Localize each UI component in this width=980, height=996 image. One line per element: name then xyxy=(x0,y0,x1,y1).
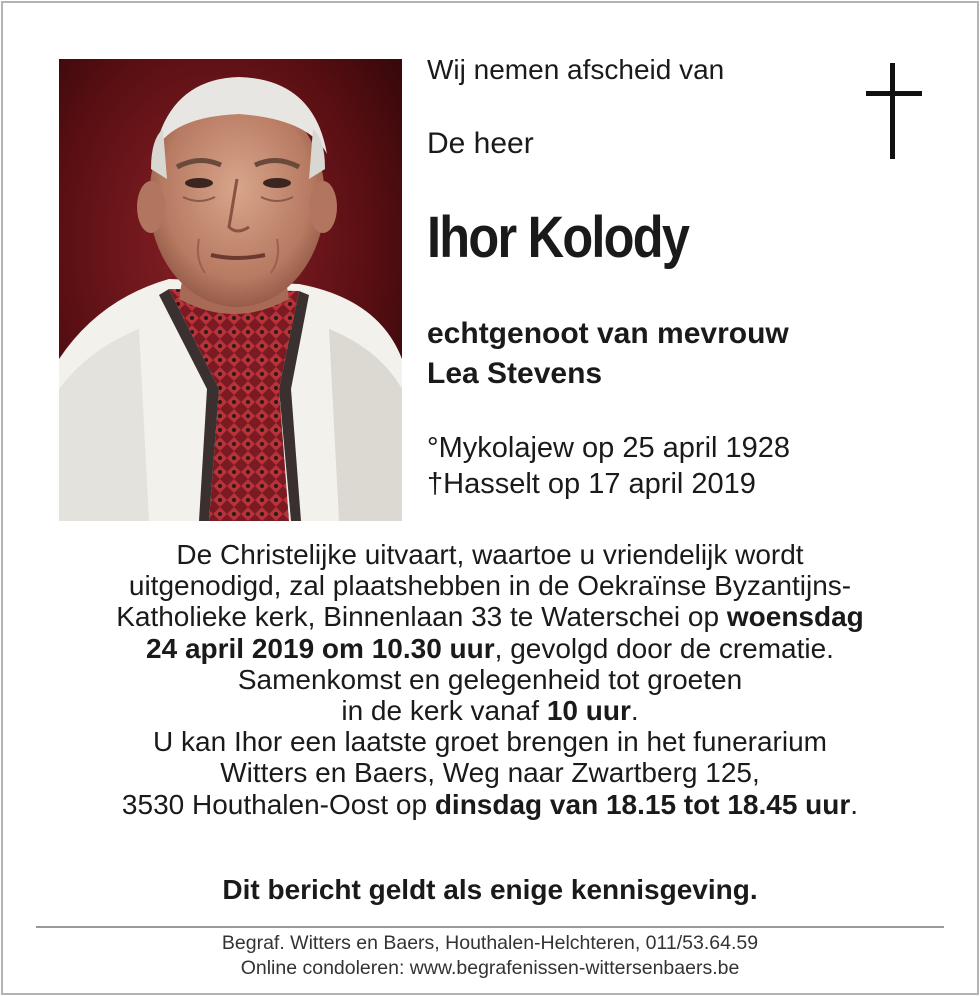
ceremony-datetime: 24 april 2019 om 10.30 uur xyxy=(146,632,495,664)
ceremony-segment: 3530 Houthalen-Oost op xyxy=(121,788,435,820)
deceased-name: Ihor Kolody xyxy=(427,205,689,270)
death-symbol: † xyxy=(427,468,444,500)
ceremony-line: Witters en Baers, Weg naar Zwartberg 125, xyxy=(220,757,760,789)
portrait-photo xyxy=(59,59,402,521)
footer xyxy=(40,931,940,981)
birth-date: °Mykolajew op 25 april 1928 xyxy=(427,432,791,464)
funeral-director-line: Begraf. Witters en Baers, Houthalen-Helchteren, 011/53.64.59 xyxy=(221,932,759,954)
notice-text: Dit bericht geldt als enige kennisgeving. xyxy=(222,874,758,905)
ceremony-line xyxy=(40,601,940,632)
dates-block xyxy=(427,430,790,502)
ceremony-segment: . xyxy=(850,788,859,820)
spouse-block xyxy=(427,314,789,394)
ceremony-text xyxy=(40,539,940,820)
spouse-name: Lea Stevens xyxy=(427,357,603,390)
ceremony-line xyxy=(40,633,940,664)
ceremony-segment: in de kerk vanaf xyxy=(341,695,547,727)
spouse-line-1: echtgenoot van mevrouw xyxy=(427,317,789,350)
ceremony-line: Samenkomst en gelegenheid tot groeten xyxy=(237,663,743,695)
death-date: Hasselt op 17 april 2019 xyxy=(443,468,756,500)
ceremony-line: uitgenodigd, zal plaatshebben in de Oekraïnse Byzantijns- xyxy=(128,570,852,602)
ceremony-segment: Katholieke kerk, Binnenlaan 33 te Waterschei op xyxy=(116,601,727,633)
online-condolence-line: Online condoleren: www.begrafenissen-wittersenbaers.be xyxy=(240,957,740,979)
ceremony-line xyxy=(40,695,940,726)
honorific: De heer xyxy=(427,127,534,160)
cross-icon xyxy=(866,63,922,159)
ceremony-line: De Christelijke uitvaart, waartoe u vriendelijk wordt xyxy=(176,539,804,570)
intro-text: Wij nemen afscheid van xyxy=(427,54,725,85)
visitation-time: dinsdag van 18.15 tot 18.45 uur xyxy=(434,788,851,820)
ceremony-day: woensdag xyxy=(726,601,864,633)
footer-divider xyxy=(36,926,944,928)
portrait-illustration xyxy=(59,59,402,521)
ceremony-segment: , gevolgd door de crematie. xyxy=(494,632,834,664)
ceremony-line: U kan Ihor een laatste groet brengen in het funerarium xyxy=(153,726,827,758)
ceremony-segment: . xyxy=(630,695,639,727)
greeting-time: 10 uur xyxy=(546,695,631,727)
death-date-line xyxy=(427,466,790,502)
ceremony-line xyxy=(40,789,940,820)
